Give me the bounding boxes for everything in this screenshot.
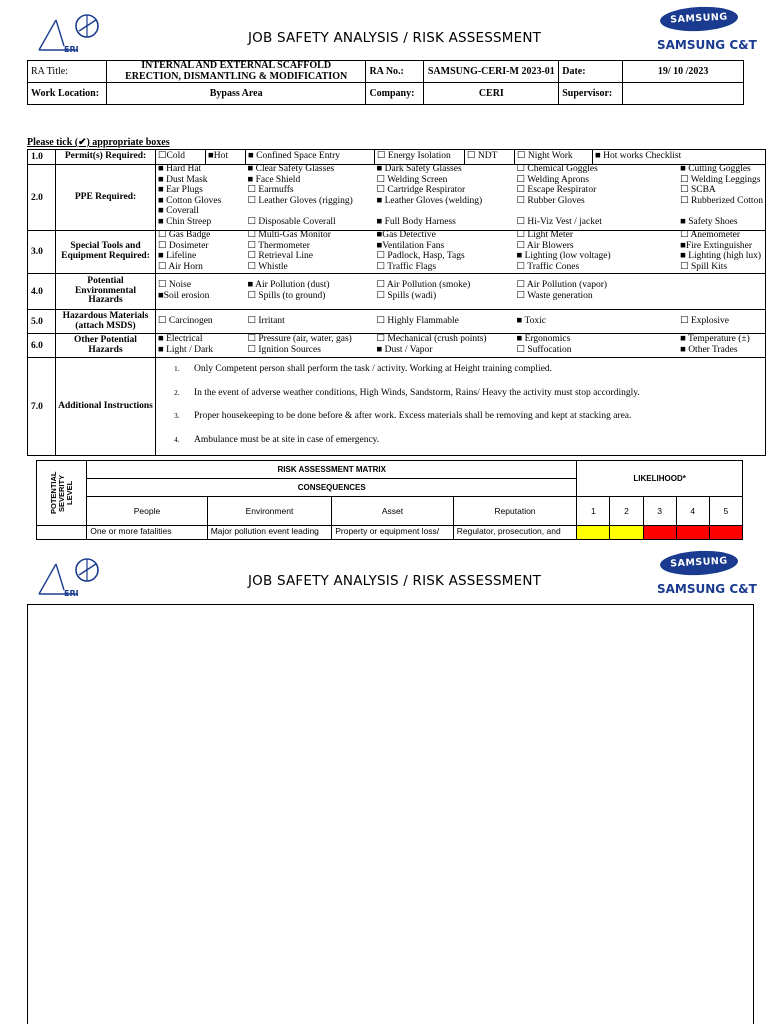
ppe-item[interactable]: ■ Cutting Goggles [680, 164, 751, 174]
tool-item[interactable]: ☐ Whistle [247, 261, 288, 272]
work-location-label: Work Location: [28, 83, 107, 105]
tools-column-1 [156, 231, 246, 274]
row-label: Special Tools and Equipment Required: [56, 231, 156, 274]
ppe-item[interactable]: ☐ SCBA [680, 185, 716, 195]
env-item[interactable]: ☐ Air Pollution (vapor) [516, 280, 608, 290]
risk-color-cell [577, 526, 610, 540]
matrix-title: RISK ASSESSMENT MATRIX [87, 461, 577, 479]
tools-column-2 [246, 231, 375, 274]
instruction-item [174, 365, 763, 376]
hazmat-item[interactable]: ☐ Irritant [246, 310, 375, 334]
page-break [0, 546, 768, 555]
row-number: 3.0 [28, 231, 56, 274]
permit-item[interactable]: ■ Confined Space Entry [246, 150, 375, 165]
hazard-column-1 [156, 334, 246, 358]
ppe-item[interactable]: ☐ Escape Respirator [516, 185, 597, 195]
supervisor-value [623, 83, 744, 105]
ppe-item[interactable]: ■ Chin Streep [158, 216, 212, 227]
hazard-item[interactable]: ■ Temperature (±) [680, 334, 750, 344]
ra-location-row [28, 83, 744, 105]
permit-item[interactable]: ☐ Night Work [515, 150, 593, 165]
page2-content-frame [27, 604, 754, 1024]
env-item[interactable]: ■ Air Pollution (dust) [247, 280, 330, 290]
instruction-text: Ambulance must be at site in case of emergency. [194, 434, 380, 445]
row-number: 2.0 [28, 165, 56, 231]
col-reputation: Reputation [453, 497, 577, 526]
ppe-item[interactable]: ■ Leather Gloves (welding) [376, 195, 483, 206]
ppe-item[interactable]: ■ Safety Shoes [680, 216, 738, 227]
env-column-4 [515, 274, 766, 310]
env-item[interactable]: ☐ Waste generation [516, 290, 593, 301]
risk-color-cell [643, 526, 676, 540]
likelihood-level: 1 [577, 497, 610, 526]
permit-item[interactable]: ■ Hot works Checklist [593, 150, 766, 165]
tools-column-3 [375, 231, 515, 274]
likelihood-level: 3 [643, 497, 676, 526]
tool-item[interactable]: ☐ Dosimeter [158, 240, 209, 251]
instruction-item [174, 436, 763, 447]
row-number: 5.0 [28, 310, 56, 334]
hazard-column-5 [678, 334, 765, 358]
hazmat-item[interactable]: ☐ Explosive [678, 310, 765, 334]
ppe-item[interactable]: ☐ Hi-Viz Vest / jacket [516, 216, 602, 227]
env-column-2 [246, 274, 375, 310]
tool-item[interactable]: ☐ Air Horn [158, 261, 203, 272]
ra-info-table [27, 60, 744, 105]
hazard-column-2 [246, 334, 375, 358]
likelihood-header: LIKELIHOOD* [577, 461, 743, 497]
ppe-row [28, 165, 766, 231]
ppe-item[interactable]: ☐ Cartridge Respirator [376, 185, 466, 195]
other-hazards-row [28, 334, 766, 358]
ppe-item[interactable]: ■ Hard Hat [158, 164, 202, 174]
instruction-number: 1. [174, 364, 180, 373]
ppe-item[interactable]: ■ Dark Safety Glasses [376, 164, 462, 174]
permit-item[interactable]: ☐ Energy Isolation [375, 150, 465, 165]
instruction-item [174, 412, 763, 423]
env-column-1 [156, 274, 246, 310]
hazard-column-3 [375, 334, 515, 358]
env-item[interactable]: ☐ Air Pollution (smoke) [376, 280, 471, 290]
hazard-item[interactable]: ■ Light / Dark [158, 344, 214, 355]
tool-item[interactable]: ■Gas Detective [376, 230, 436, 240]
row-label: Permit(s) Required: [56, 150, 156, 165]
ra-title-label: RA Title: [28, 61, 107, 83]
date-value: 19/ 10 /2023 [623, 61, 744, 83]
page-title: JOB SAFETY ANALYSIS / RISK ASSESSMENT [248, 30, 542, 46]
ppe-item[interactable]: ☐ Earmuffs [247, 185, 294, 195]
ppe-item[interactable]: ☐ Welding Screen [376, 174, 448, 185]
col-environment: Environment [207, 497, 332, 526]
permits-row [28, 150, 766, 165]
row-label: Additional Instructions [56, 358, 156, 456]
row-number: 1.0 [28, 150, 56, 165]
ppe-item [517, 207, 677, 218]
ra-no-label: RA No.: [366, 61, 424, 83]
row-label: PPE Required: [56, 165, 156, 231]
tool-item[interactable]: ■Fire Extinguisher [680, 240, 753, 251]
work-location-value: Bypass Area [106, 83, 366, 105]
matrix-cell: Regulator, prosecution, and [453, 526, 577, 540]
samsung-logo-text: SAMSUNG [669, 555, 728, 570]
tool-item[interactable]: ■ Lighting (high lux) [680, 251, 762, 261]
severity-header [37, 461, 87, 526]
env-column-3 [375, 274, 515, 310]
tool-item[interactable]: ☐ Gas Badge [158, 230, 211, 240]
row-label: Other Potential Hazards [56, 334, 156, 358]
eri-logo-text: ERI [64, 589, 79, 598]
hazard-item[interactable]: ■ Electrical [158, 334, 203, 344]
tool-item[interactable]: ☐ Traffic Flags [376, 261, 437, 272]
ppe-item[interactable]: ☐ Rubberized Cotton [680, 195, 763, 206]
samsung-ct-logo: SAMSUNG C&T [657, 38, 757, 52]
samsung-logo-text: SAMSUNG [669, 11, 728, 26]
ra-title-value [106, 61, 366, 83]
matrix-cell: One or more fatalities [87, 526, 208, 540]
tool-item[interactable]: ☐ Light Meter [516, 230, 574, 240]
hazmat-item[interactable]: ☐ Carcinogen [156, 310, 246, 334]
likelihood-level: 5 [709, 497, 742, 526]
tools-column-4 [515, 231, 679, 274]
ppe-item [680, 207, 763, 218]
matrix-cell: Major pollution event leading [207, 526, 332, 540]
hazmat-item[interactable]: ■ Toxic [515, 310, 679, 334]
ppe-item[interactable]: ■ Full Body Harness [376, 216, 456, 227]
row-number: 6.0 [28, 334, 56, 358]
consequences-header: CONSEQUENCES [87, 479, 577, 497]
risk-assessment-matrix [36, 460, 743, 540]
tick-instruction: Please tick (✔) appropriate boxes [27, 137, 170, 148]
samsung-ct-logo: SAMSUNG C&T [657, 582, 757, 596]
ppe-column-3 [375, 165, 515, 231]
env-item[interactable]: ☐ Spills (to ground) [247, 290, 326, 301]
tool-item[interactable]: ☐ Thermometer [247, 240, 310, 251]
ppe-item[interactable]: ☐ Disposable Coverall [247, 216, 336, 227]
ra-title-line-2: ERECTION, DISMANTLING & MODIFICATION [125, 70, 348, 82]
tool-item[interactable]: ☐ Padlock, Hasp, Tags [376, 251, 465, 261]
ppe-column-4 [515, 165, 679, 231]
row-number: 4.0 [28, 274, 56, 310]
permit-item[interactable]: ■Hot [206, 150, 246, 165]
hazard-item[interactable]: ☐ Pressure (air, water, gas) [247, 334, 352, 344]
instruction-number: 3. [174, 411, 180, 420]
severity-label: POTENTIAL SEVERITY LEVEL [48, 471, 74, 515]
risk-color-cell [676, 526, 709, 540]
eri-logo [36, 12, 106, 56]
date-label: Date: [559, 61, 623, 83]
tool-item[interactable]: ☐ Traffic Cones [516, 261, 580, 272]
instruction-text: Proper housekeeping to be done before & after work. Excess materials shall be removing and kept at stacking area. [194, 411, 632, 421]
ppe-column-1 [156, 165, 246, 231]
col-asset: Asset [332, 497, 454, 526]
tool-item[interactable]: ☐ Anemometer [680, 230, 741, 240]
eri-logo-text: ERI [64, 45, 79, 54]
ppe-item[interactable]: ■ Ear Plugs [158, 185, 203, 195]
tool-item[interactable]: ■ Lighting (low voltage) [516, 251, 611, 261]
hazard-item[interactable]: ☐ Suffocation [516, 344, 572, 355]
env-item[interactable]: ☐ Spills (wadi) [376, 290, 437, 301]
likelihood-level: 4 [676, 497, 709, 526]
ra-no-value: SAMSUNG-CERI-M 2023-01 [424, 61, 559, 83]
row-label: Hazardous Materials (attach MSDS) [56, 310, 156, 334]
page-title: JOB SAFETY ANALYSIS / RISK ASSESSMENT [248, 573, 542, 589]
matrix-cell: Property or equipment loss/ [332, 526, 454, 540]
hazard-item[interactable]: ☐ Ignition Sources [247, 344, 321, 355]
permit-item[interactable]: ☐ NDT [465, 150, 515, 165]
permit-item[interactable]: ☐Cold [156, 150, 206, 165]
ra-title-row [28, 61, 744, 83]
severity-cell [37, 526, 87, 540]
tool-item[interactable]: ☐ Retrieval Line [247, 251, 313, 261]
ppe-item[interactable]: ☐ Chemical Goggles [516, 164, 598, 174]
tool-item[interactable]: ■Ventilation Fans [376, 240, 445, 251]
checklist-table [27, 149, 766, 456]
ppe-item[interactable]: ■ Cotton Gloves [158, 195, 222, 206]
hazard-column-4 [515, 334, 679, 358]
row-number: 7.0 [28, 358, 56, 456]
supervisor-label: Supervisor: [559, 83, 623, 105]
col-people: People [87, 497, 208, 526]
ra-title-line-1: INTERNAL AND EXTERNAL SCAFFOLD [141, 60, 332, 71]
environmental-row [28, 274, 766, 310]
hazard-item[interactable]: ■ Dust / Vapor [376, 344, 433, 355]
ppe-item [248, 207, 373, 218]
ppe-column-5 [678, 165, 765, 231]
env-item[interactable]: ☐ Noise [158, 280, 192, 290]
tools-column-5 [678, 231, 765, 274]
tool-item[interactable]: ■ Lifeline [158, 251, 197, 261]
risk-color-cell [709, 526, 742, 540]
instruction-text: In the event of adverse weather conditions, High Winds, Sandstorm, Rains/ Heavy the activity must stop accordingly. [194, 387, 640, 398]
hazmat-row [28, 310, 766, 334]
ppe-column-2 [246, 165, 375, 231]
hazmat-item[interactable]: ☐ Highly Flammable [375, 310, 515, 334]
hazard-item[interactable]: ☐ Mechanical (crush points) [376, 334, 487, 344]
hazard-item[interactable]: ■ Ergonomics [516, 334, 571, 344]
instruction-number: 2. [174, 387, 180, 397]
ppe-item[interactable]: ☐ Leather Gloves (rigging) [247, 195, 353, 206]
company-value: CERI [424, 83, 559, 105]
instructions-list [156, 358, 766, 456]
instructions-row [28, 358, 766, 456]
eri-logo [36, 556, 106, 600]
ppe-item[interactable]: ☐ Welding Leggings [680, 174, 761, 185]
hazard-item[interactable]: ■ Other Trades [680, 344, 738, 355]
instruction-item [174, 389, 763, 400]
row-label: Potential Environmental Hazards [56, 274, 156, 310]
tool-item[interactable]: ☐ Multi-Gas Monitor [247, 230, 331, 240]
ppe-item[interactable]: ■ Dust Mask [158, 174, 208, 185]
instruction-number: 4. [174, 434, 180, 444]
tool-item[interactable]: ☐ Spill Kits [680, 261, 728, 272]
tools-row [28, 231, 766, 274]
ppe-item [377, 207, 513, 218]
likelihood-level: 2 [610, 497, 643, 526]
ppe-item[interactable]: ■ Coverall [158, 206, 199, 216]
ppe-item[interactable]: ■ Face Shield [247, 174, 301, 185]
tool-item[interactable]: ☐ Air Blowers [516, 240, 574, 251]
company-label: Company: [366, 83, 424, 105]
ppe-item[interactable]: ■ Clear Safety Glasses [247, 164, 335, 174]
risk-color-cell [610, 526, 643, 540]
instruction-text: Only Competent person shall perform the task / activity. Working at Height training complied. [194, 364, 553, 374]
env-item[interactable]: ■Soil erosion [158, 290, 210, 301]
ppe-item[interactable]: ☐ Rubber Gloves [516, 195, 585, 206]
ppe-item[interactable]: ☐ Welding Aprons [516, 174, 589, 185]
